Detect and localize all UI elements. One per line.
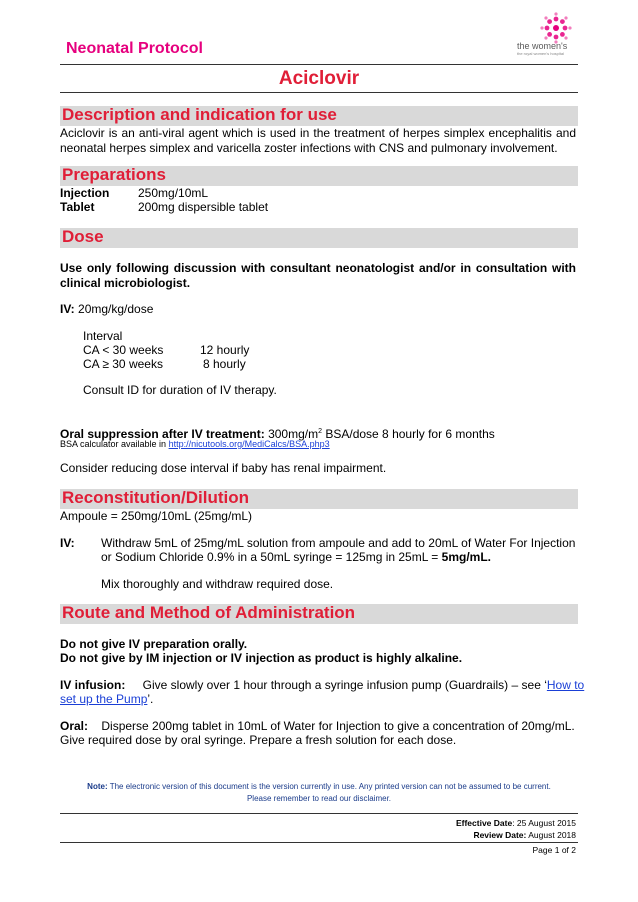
interval-freq-1: 12 hourly [200, 343, 250, 357]
section-heading: Dose [62, 227, 104, 246]
renal-impairment-text: Consider reducing dose interval if baby has renal impairment. [60, 461, 387, 475]
recon-iv-line2-text: or Sodium Chloride 0.9% in a 50mL syringe = 125mg in 25mL = [101, 550, 439, 564]
review-date-value: August 2018 [528, 830, 576, 840]
section-route [60, 604, 578, 624]
consult-id-text: Consult ID for duration of IV therapy. [83, 383, 277, 397]
header-rule [60, 64, 578, 65]
section-dose [60, 228, 578, 248]
oral-suppression-rest: BSA/dose 8 hourly for 6 months [325, 427, 495, 441]
review-date-label: Review Date: [473, 830, 527, 840]
section-heading: Description and indication for use [62, 105, 337, 124]
bsa-calculator-line [60, 437, 330, 452]
pump-setup-link-part2[interactable]: set up the Pump [60, 692, 148, 706]
protocol-title: Neonatal Protocol [66, 40, 203, 57]
interval-label: Interval [83, 329, 123, 343]
page-number: Page 1 of 2 [532, 845, 576, 855]
ampoule-text: Ampoule = 250mg/10mL (25mg/mL) [60, 509, 252, 523]
oral-line1 [60, 719, 575, 734]
oral-label: Oral: [60, 719, 89, 733]
interval-age-1: CA < 30 weeks [83, 343, 164, 357]
recon-iv-line1: Withdraw 5mL of 25mg/mL solution from ampoule and add to 20mL of Water For Injection [101, 536, 576, 550]
dose-warning: Use only following discussion with consultant neonatologist and/or in consultation with clinical microbiologist. [60, 261, 576, 290]
prep-label-tablet: Tablet [60, 200, 95, 214]
prep-label-injection: Injection [60, 186, 110, 200]
note-text: The electronic version of this document is the version currently in use. Any printed version can not be assumed to be current. [109, 782, 551, 791]
recon-iv-label: IV: [60, 536, 75, 550]
title-rule [60, 92, 578, 93]
section-reconstitution [60, 489, 578, 509]
bsa-calculator-link[interactable]: http://nicutools.org/MediCalcs/BSA.php3 [168, 439, 330, 449]
bsa-text: BSA calculator available in [60, 439, 167, 449]
iv-infusion-text: Give slowly over 1 hour through a syringe infusion pump (Guardrails) – see ‘ [142, 678, 547, 692]
section-heading: Route and Method of Administration [62, 603, 356, 622]
iv-infusion-label: IV infusion: [60, 678, 126, 692]
effective-date-label: Effective Date [455, 818, 513, 828]
prep-value-tablet: 200mg dispersible tablet [138, 200, 269, 214]
oral-suppression-value: 300mg/m [268, 427, 319, 441]
effective-date-value: : 25 August 2015 [512, 818, 576, 828]
recon-concentration: 5mg/mL. [441, 550, 491, 564]
interval-freq-2: 8 hourly [203, 357, 246, 371]
section-preparations [60, 166, 578, 186]
dose-iv-line [60, 302, 153, 317]
oral-line2: Give required dose by oral syringe. Prepare a fresh solution for each dose. [60, 733, 457, 747]
iv-infusion-line2 [60, 692, 153, 707]
document-title: Aciclovir [278, 68, 360, 89]
section-heading: Preparations [62, 165, 166, 184]
pump-setup-link-part1[interactable]: How to [546, 678, 585, 692]
route-warning-2: Do not give by IM injection or IV injection as product is highly alkaline. [60, 651, 463, 665]
mix-text: Mix thoroughly and withdraw required dose. [101, 577, 334, 591]
section-description [60, 106, 578, 126]
interval-age-2: CA ≥ 30 weeks [83, 357, 163, 371]
dose-iv-value: 20mg/kg/dose [78, 302, 154, 316]
recon-iv-line2 [101, 550, 491, 565]
dose-iv-label: IV: [60, 302, 75, 316]
disclaimer-note-line2: Please remember to read our disclaimer. [246, 794, 392, 803]
route-warning-1: Do not give IV preparation orally. [60, 637, 248, 651]
footer-rule-top [60, 813, 578, 814]
iv-infusion-end: ’. [147, 692, 154, 706]
disclaimer-note-line1 [60, 781, 578, 793]
note-label: Note: [87, 782, 108, 791]
description-text: Aciclovir is an anti-viral agent which is used in the treatment of herpes simplex encephalitis and neonatal herpes simplex and varicella zoster infections with CNS and pulmonary involvement. [60, 126, 576, 155]
logo-text: the women's [517, 41, 568, 51]
effective-date [60, 818, 576, 828]
section-heading: Reconstitution/Dilution [62, 488, 249, 507]
oral-text: Disperse 200mg tablet in 10mL of Water for Injection to give a concentration of 20mg/mL. [101, 719, 575, 733]
iv-infusion-line1 [60, 678, 584, 693]
logo-subtext: the royal women's hospital [517, 51, 565, 56]
prep-value-injection: 250mg/10mL [138, 186, 209, 200]
footer-rule-bottom [60, 842, 578, 843]
oral-suppression-sup: 2 [318, 428, 323, 435]
review-date [60, 830, 576, 840]
oral-suppression-label: Oral suppression after IV treatment: [60, 427, 265, 441]
